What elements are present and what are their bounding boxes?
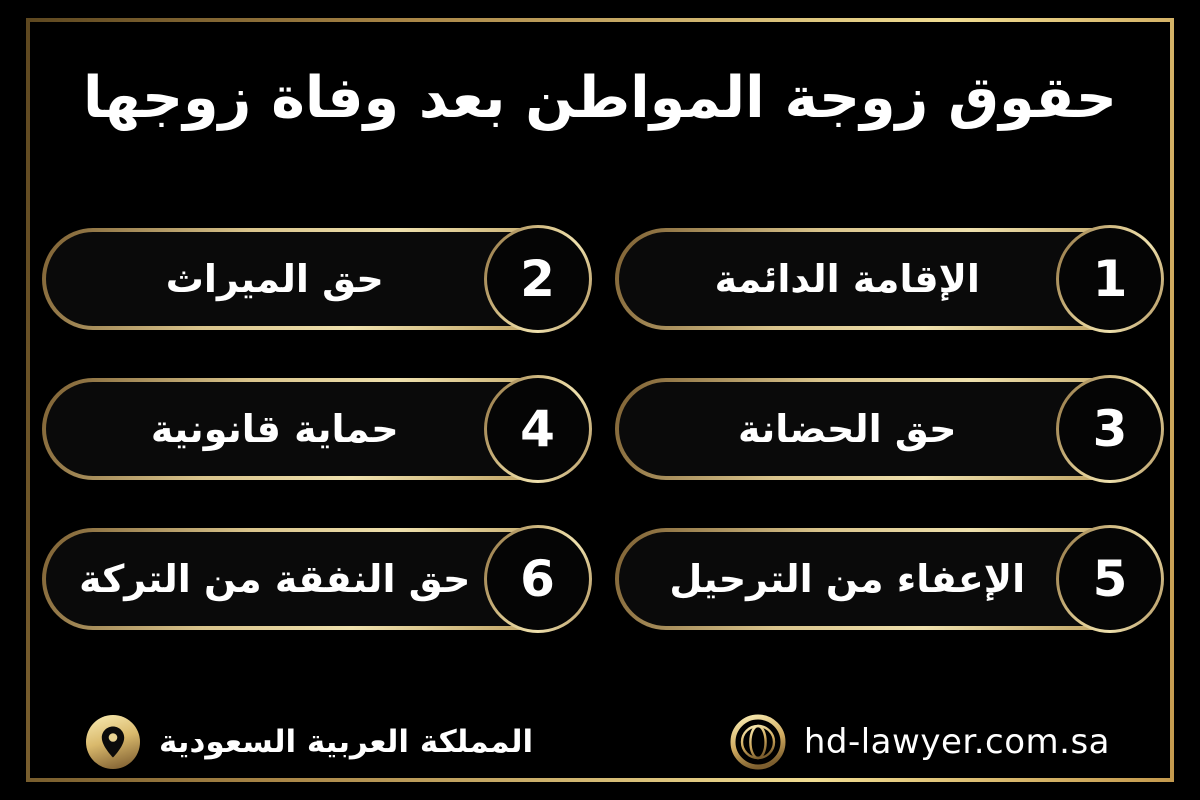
right-item-label: حق الحضانة <box>737 407 957 451</box>
number-badge-value: 3 <box>1059 378 1161 480</box>
website-group <box>730 714 1110 770</box>
right-item-6 <box>42 528 588 630</box>
number-badge <box>484 375 592 483</box>
number-badge-value: 4 <box>487 378 589 480</box>
right-item-label: حق الميراث <box>165 257 384 301</box>
right-item-label: حق النفقة من التركة <box>79 557 471 601</box>
number-badge-value: 2 <box>487 228 589 330</box>
number-badge <box>1056 375 1164 483</box>
right-item-2 <box>42 228 588 330</box>
location-group <box>85 714 533 770</box>
right-item-label: حماية قانونية <box>150 407 399 451</box>
location-label: المملكة العربية السعودية <box>159 724 534 760</box>
right-item-1 <box>615 228 1161 330</box>
number-badge <box>484 225 592 333</box>
page-title: حقوق زوجة المواطن بعد وفاة زوجها <box>83 65 1117 131</box>
number-badge-value: 5 <box>1059 528 1161 630</box>
number-badge <box>1056 225 1164 333</box>
location-pin-icon <box>85 714 141 770</box>
number-badge-value: 6 <box>487 528 589 630</box>
rights-list <box>42 228 1160 630</box>
right-item-4 <box>42 378 588 480</box>
right-item-label: الإقامة الدائمة <box>714 257 980 301</box>
website-url: hd-lawyer.com.sa <box>803 722 1110 762</box>
footer <box>85 714 1110 770</box>
number-badge <box>484 525 592 633</box>
number-badge-value: 1 <box>1059 228 1161 330</box>
right-item-5 <box>615 528 1161 630</box>
right-item-label: الإعفاء من الترحيل <box>669 557 1026 601</box>
number-badge <box>1056 525 1164 633</box>
right-item-3 <box>615 378 1161 480</box>
globe-icon <box>730 714 786 770</box>
